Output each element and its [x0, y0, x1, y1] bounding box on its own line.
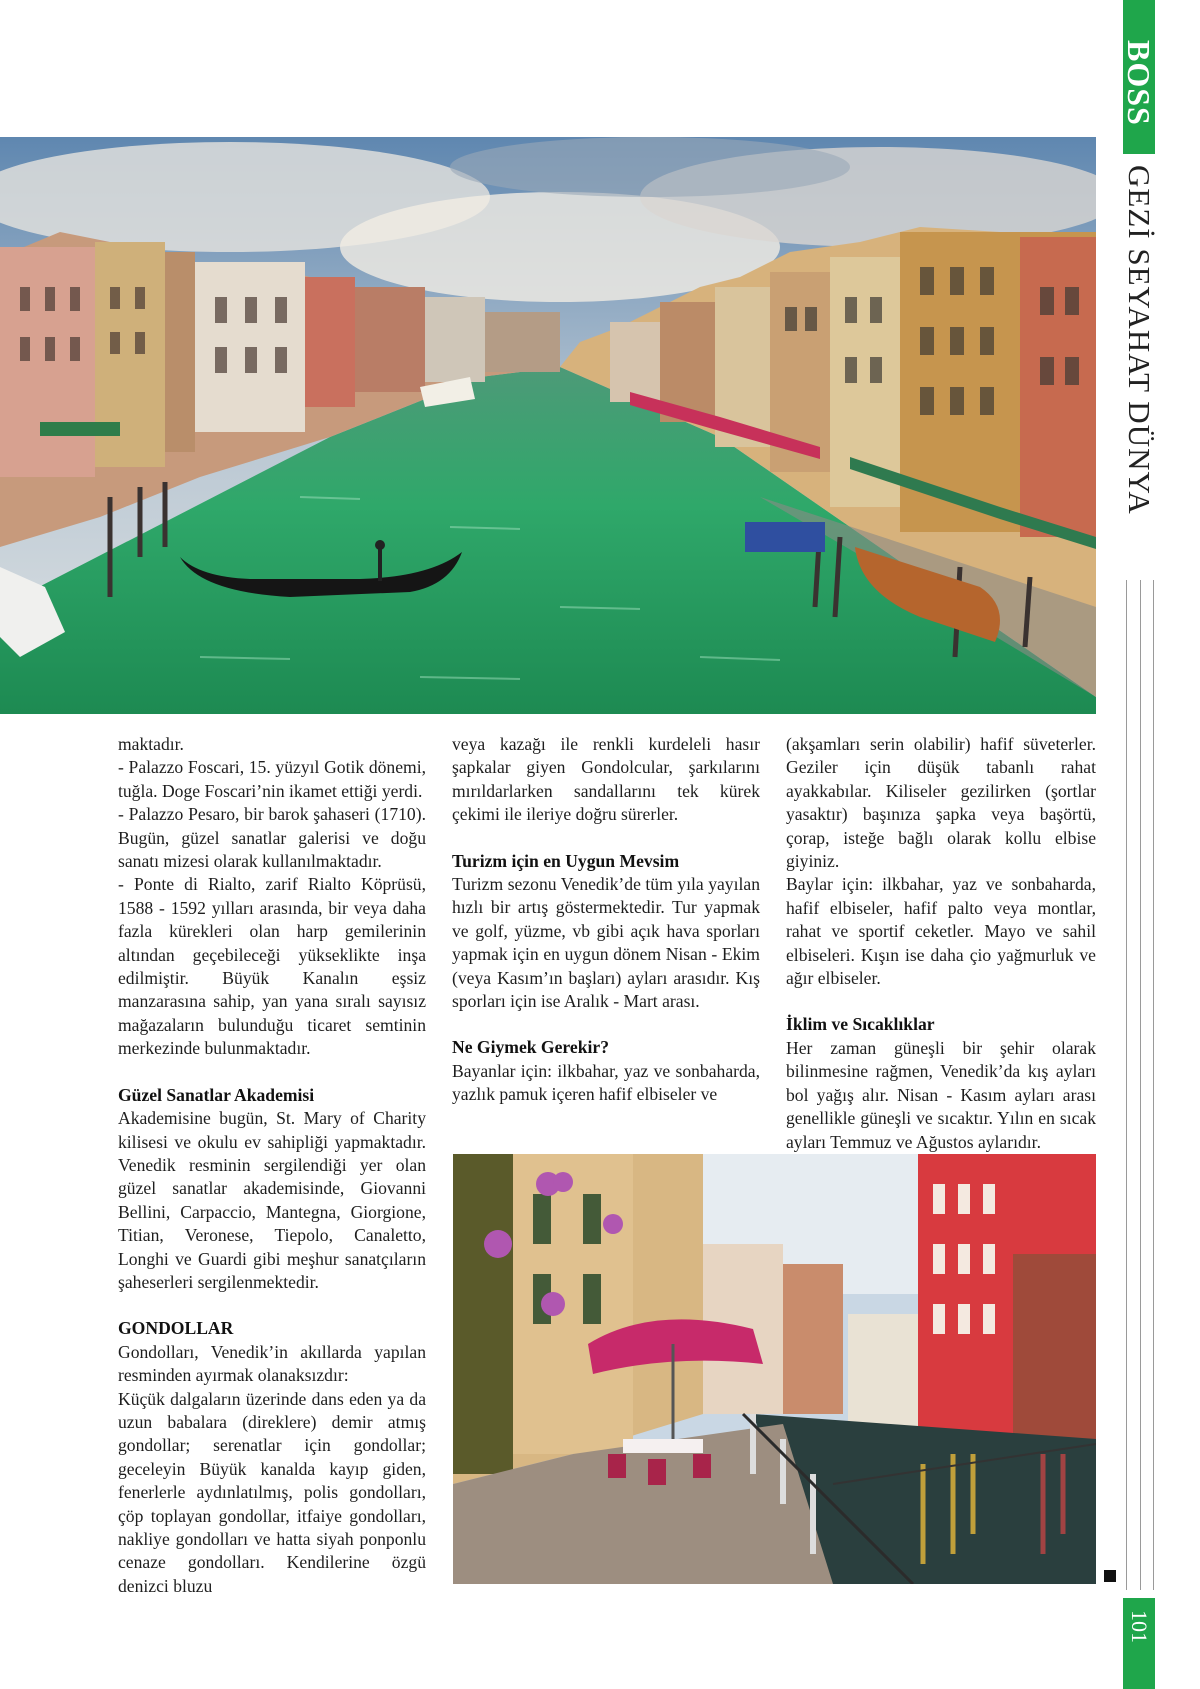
venice-grand-canal-photo: [0, 137, 1096, 714]
divider-line: [1126, 580, 1127, 1590]
body-paragraph: (akşamları serin olabilir) hafif süveterler. Geziler için düşük tabanlı rahat ayakkabılar. Kiliseler gezilirken (şortlar yasaktır) başınıza şapka veya başörtü, çorap, isteğe bağlı olarak kollu elbise giyiniz. Baylar için: ilkbahar, yaz ve sonbaharda, hafif elbiseler, hafif palto veya montlar, rahat ve sportif ceketler. Mayo ve sahil elbiseleri. Kışın ise daha çio yağmurluk ve ağır elbiseler.: [786, 734, 1096, 989]
article-column-3: [786, 733, 1096, 1154]
venice-canal-cafe-photo: [453, 1154, 1096, 1584]
brand-logo-text: BOSS: [1121, 40, 1157, 126]
section-heading: Güzel Sanatlar Akademisi: [118, 1084, 315, 1105]
section-heading: Ne Giymek Gerekir?: [452, 1037, 610, 1058]
article-column-2: [452, 733, 760, 1107]
section-title: GEZİ SEYAHAT DÜNYA: [1122, 165, 1157, 515]
section-heading: GONDOLLAR: [118, 1318, 234, 1339]
body-paragraph: Akademisine bugün, St. Mary of Charity kilisesi ve okulu ev sahipliği yapmaktadır. Venedik resminin sergilendiği yer olan güzel sanatlar akademisinde, Giovanni Bellini, Carpaccio, Mantegna, Giorgione, Titian, Veronese, Tiepolo, Canaletto, Longhi ve Guardi gibi meşhur sanatçıların şaheserleri sergilenmektedir.: [118, 1108, 426, 1292]
divider-line: [1140, 580, 1141, 1590]
body-paragraph: maktadır. - Palazzo Foscari, 15. yüzyıl Gotik dönemi, tuğla. Doge Foscari’nin ikamet ettiği yerdi. - Palazzo Pesaro, bir barok şahaseri (1710). Bugün, güzel sanatlar galerisi ve doğu sanatı mizesi olarak kullanılmaktadır. - Ponte di Rialto, zarif Rialto Köprüsü, 1588 - 1592 yılları arasında, bir veya daha fazla kürekleri olan harp gemilerinin altından geçebileceği yükseklikte inşa edilmiştir. Büyük Kanalın eşsiz manzarasına sahip, yan yana sıralı sayısız mağazaların bulunduğu ticaret semtinin merkezinde bulunmaktadır.: [118, 734, 426, 1059]
end-of-article-mark: [1104, 1570, 1116, 1582]
divider-line: [1153, 580, 1154, 1590]
body-paragraph: Gondolları, Venedik’in akıllarda yapılan resminden ayırmak olanaksızdır: Küçük dalgaların üzerinde dans eden ya da uzun babalara (direklere) demir atmış gondollar; serenatlar için gondollar; geceleyin Büyük kanalda kayıp giden, fenerlerle aydınlatılmış, polis gondolları, çöp toplayan gondollar, itfaiye gondolları, nakliye gondolları ve hatta siyah ponponlu cenaze gondolları. Kendilerine özgü denizci bluzu: [118, 1341, 426, 1596]
section-heading: Turizm için en Uygun Mevsim: [452, 850, 680, 871]
body-paragraph: Bayanlar için: ilkbahar, yaz ve sonbaharda, yazlık pamuk içeren hafif elbiseler ve: [452, 1060, 760, 1105]
body-paragraph: veya kazağı ile renkli kurdeleli hasır şapkalar giyen Gondolcular, şarkılarını mırıldarlarken sandallarını tek kürek çekimi ile ileriye doğru sürerler.: [452, 734, 760, 825]
body-paragraph: Her zaman güneşli bir şehir olarak bilinmesine rağmen, Venedik’da kış ayları bol yağış alır. Nisan - Kasım ayları arası genellikle güneşli ve sıcaktır. Yılın en sıcak ayları Temmuz ve Ağustos aylarıdır.: [786, 1037, 1096, 1152]
body-paragraph: Turizm sezonu Venedik’de tüm yıla yayılan hızlı bir artış göstermektedir. Tur yapmak ve golf, yüzme, vb gibi açık hava sporları yapmak için en uygun dönem Nisan - Ekim (veya Kasım’ın başları) ayları arasıdır. Kış sporları için ise Aralık - Mart arası.: [452, 874, 760, 1012]
article-column-1: [118, 733, 426, 1598]
page-number: 101: [1127, 1610, 1152, 1643]
section-heading: İklim ve Sıcaklıklar: [786, 1014, 935, 1035]
